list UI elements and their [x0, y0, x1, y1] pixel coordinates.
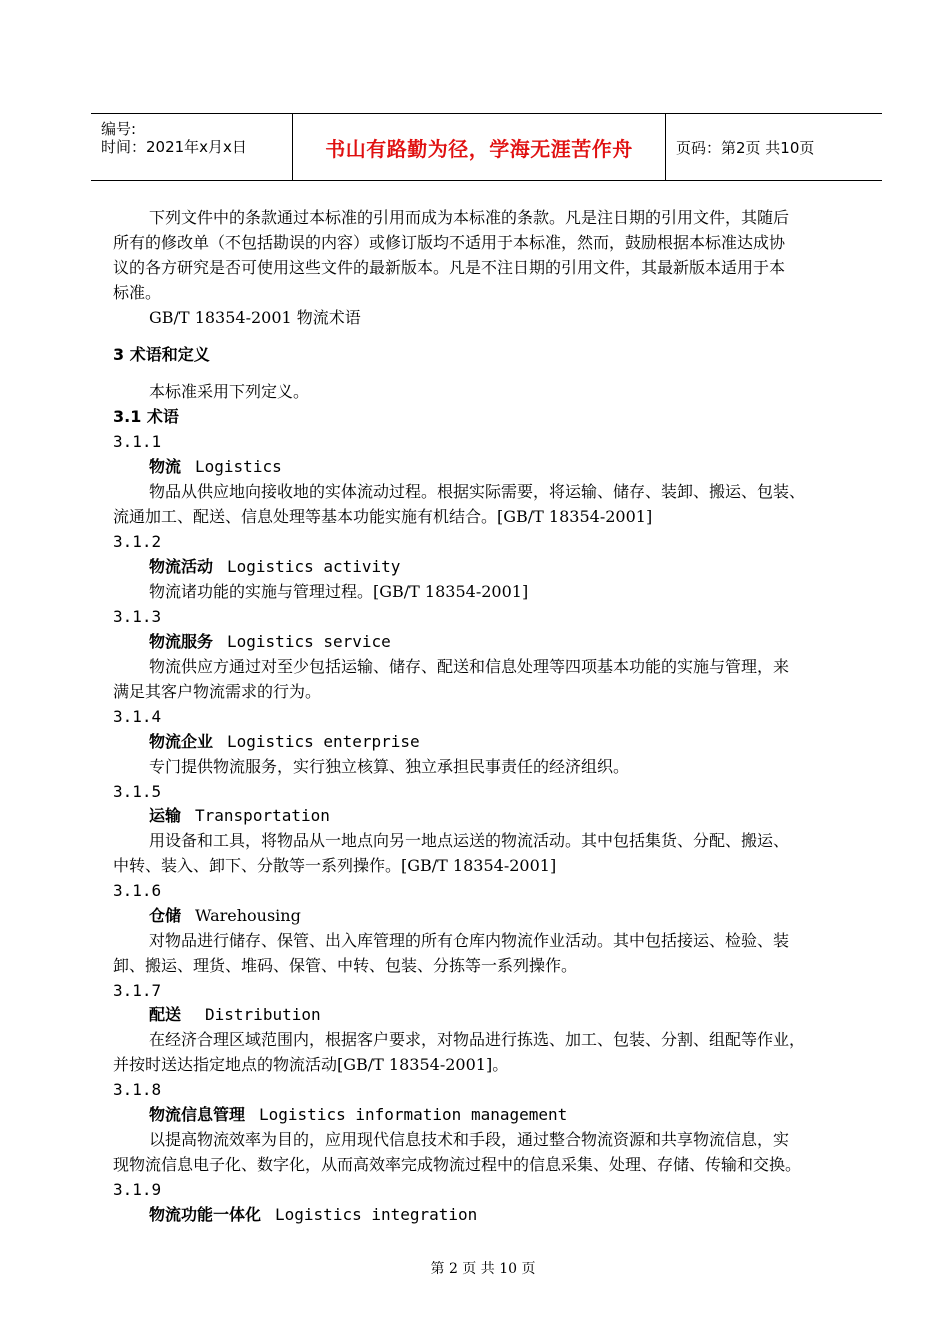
- intro-line: 下列文件中的条款通过本标准的引用而成为本标准的条款。凡是注日期的引用文件，其随后: [149, 208, 790, 227]
- term-definition-line: 物流供应方通过对至少包括运输、储存、配送和信息处理等四项基本功能的实施与管理，来: [149, 657, 790, 676]
- term-number: 3.1.2: [113, 532, 162, 551]
- term-number: 3.1.5: [113, 782, 162, 801]
- term-definition-line: 在经济合理区域范围内，根据客户要求，对物品进行拣选、加工、包装、分割、组配等作业，: [149, 1030, 806, 1049]
- term-definition-line: 中转、装入、卸下、分散等一系列操作。[GB/T 18354-2001]: [113, 856, 557, 875]
- term-definition-line: 卸、搬运、理货、堆码、保管、中转、包装、分拣等一系列操作。: [113, 956, 578, 975]
- term-definition-line: 物品从供应地向接收地的实体流动过程。根据实际需要，将运输、储存、装卸、搬运、包装、: [149, 482, 806, 501]
- term-en: Distribution: [205, 1005, 321, 1024]
- term-title: [149, 732, 420, 752]
- page-footer: 第 2 页 共 10 页: [430, 1261, 536, 1277]
- term-number: 3.1.7: [113, 981, 162, 1000]
- term-en: Logistics activity: [227, 557, 401, 576]
- term-en: Logistics enterprise: [227, 732, 420, 751]
- term-en: Logistics integration: [275, 1205, 478, 1224]
- document-time-label: 时间：2021年x月x日: [101, 138, 247, 156]
- term-zh: 物流信息管理: [149, 1105, 246, 1124]
- term-zh: 运输: [149, 806, 182, 825]
- term-title: [149, 632, 391, 652]
- reference-line: GB/T 18354-2001 物流术语: [149, 308, 361, 327]
- term-definition-line: 流通加工、配送、信息处理等基本功能实施有机结合。[GB/T 18354-2001]: [113, 507, 653, 526]
- term-number: 3.1.6: [113, 881, 162, 900]
- intro-line: 标准。: [113, 283, 162, 302]
- term-definition-line: 现物流信息电子化、数字化，从而高效率完成物流过程中的信息采集、处理、存储、传输和交换。: [113, 1155, 802, 1174]
- header-slogan: 书山有路勤为径，学海无涯苦作舟: [325, 136, 633, 161]
- document-number-label: 编号:: [101, 120, 137, 138]
- intro-line: 所有的修改单（不包括勘误的内容）或修订版均不适用于本标准，然而，鼓励根据本标准达成协: [113, 233, 786, 252]
- term-number: 3.1.4: [113, 707, 162, 726]
- term-title: [149, 557, 400, 577]
- term-zh: 物流企业: [149, 732, 214, 751]
- term-en: Logistics service: [227, 632, 391, 651]
- term-en: Warehousing: [195, 906, 301, 925]
- term-definition-line: 用设备和工具，将物品从一地点向另一地点运送的物流活动。其中包括集货、分配、搬运、: [149, 831, 790, 850]
- term-definition-line: 以提高物流效率为目的，应用现代信息技术和手段，通过整合物流资源和共享物流信息，实: [149, 1130, 790, 1149]
- term-en: Logistics information management: [259, 1105, 568, 1124]
- document-header: [91, 113, 882, 181]
- section-3-1-heading: 3.1 术语: [113, 407, 179, 426]
- term-number: 3.1.1: [113, 432, 162, 451]
- term-definition-line: 物流诸功能的实施与管理过程。[GB/T 18354-2001]: [149, 582, 529, 601]
- term-zh: 配送: [149, 1005, 182, 1024]
- term-definition-line: 满足其客户物流需求的行为。: [113, 682, 322, 701]
- term-definition-line: 并按时送达指定地点的物流活动[GB/T 18354-2001]。: [113, 1055, 509, 1074]
- term-zh: 仓储: [149, 906, 182, 925]
- term-title: [149, 906, 301, 926]
- term-zh: 物流功能一体化: [149, 1205, 262, 1224]
- term-title: [149, 806, 330, 826]
- term-zh: 物流活动: [149, 557, 214, 576]
- term-title: [149, 1205, 477, 1225]
- term-zh: 物流服务: [149, 632, 214, 651]
- term-definition-line: 对物品进行储存、保管、出入库管理的所有仓库内物流作业活动。其中包括接运、检验、装: [149, 931, 790, 950]
- header-page-cell: [666, 114, 882, 180]
- term-title: [149, 457, 282, 477]
- section-3-intro: 本标准采用下列定义。: [149, 382, 310, 401]
- term-title: [149, 1005, 321, 1025]
- header-meta-cell: [91, 114, 293, 180]
- term-number: 3.1.8: [113, 1080, 162, 1099]
- term-definition-line: 专门提供物流服务，实行独立核算、独立承担民事责任的经济组织。: [149, 757, 630, 776]
- term-zh: 物流: [149, 457, 182, 476]
- section-3-heading: 3 术语和定义: [113, 345, 210, 364]
- term-en: Transportation: [195, 806, 330, 825]
- header-slogan-cell: [293, 114, 666, 180]
- term-title: [149, 1105, 567, 1125]
- term-number: 3.1.3: [113, 607, 162, 626]
- header-page-label: 页码：第2页 共10页: [676, 138, 815, 157]
- intro-line: 议的各方研究是否可使用这些文件的最新版本。凡是不注日期的引用文件，其最新版本适用于本: [113, 258, 786, 277]
- term-number: 3.1.9: [113, 1180, 162, 1199]
- term-en: Logistics: [195, 457, 282, 476]
